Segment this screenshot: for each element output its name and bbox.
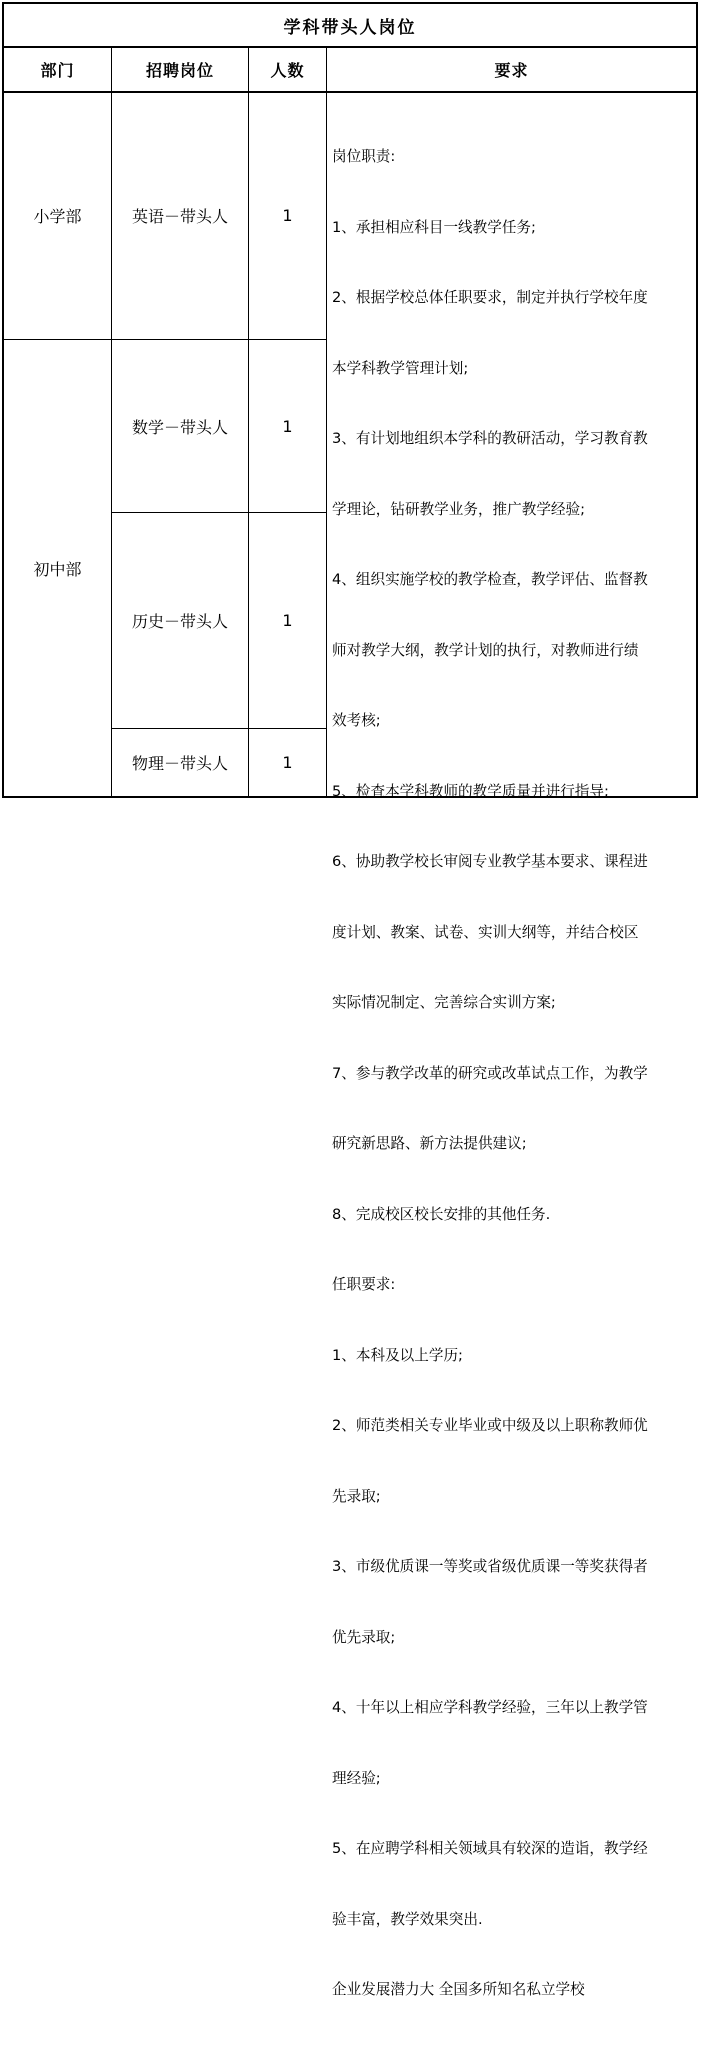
requirement-line: 2、师范类相关专业毕业或中级及以上职称教师优 [332, 1417, 648, 1434]
header-department: 部门 [40, 60, 75, 80]
requirement-line: 3、市级优质课一等奖或省级优质课一等奖获得者 [332, 1558, 648, 1575]
requirement-line: 企业发展潜力大 全国多所知名私立学校 [332, 1981, 585, 1998]
header-count: 人数 [270, 60, 305, 80]
col-divider-3 [326, 46, 327, 798]
requirement-line: 本学科教学管理计划; [332, 359, 469, 377]
count-math: 1 [282, 416, 293, 436]
requirement-line: 6、协助教学校长审阅专业教学基本要求、课程进 [332, 853, 648, 870]
requirement-line: 1、承担相应科目一线教学任务; [332, 218, 536, 236]
requirement-line: 2、根据学校总体任职要求，制定并执行学校年度 [332, 289, 648, 306]
requirement-line: 学理论，钻研教学业务，推广教学经验; [332, 500, 586, 518]
requirement-line: 8、完成校区校长安排的其他任务. [332, 1205, 551, 1223]
position-history: 历史－带头人 [131, 612, 228, 631]
count-english: 1 [282, 206, 293, 225]
requirements-text [332, 98, 692, 2049]
requirement-line: 4、组织实施学校的教学检查，教学评估、监督教 [332, 571, 648, 588]
count-physics: 1 [282, 753, 293, 772]
requirement-line: 研究新思路、新方法提供建议; [332, 1135, 527, 1152]
requirement-line: 5、在应聘学科相关领域具有较深的造诣，教学经 [332, 1840, 648, 1857]
header-position: 招聘岗位 [145, 60, 214, 80]
requirement-line: 7、参与教学改革的研究或改革试点工作，为教学 [332, 1064, 648, 1082]
requirement-line: 验丰富，教学效果突出. [332, 1910, 483, 1928]
requirement-line: 先录取; [332, 1487, 381, 1505]
requirement-line: 4、十年以上相应学科教学经验，三年以上教学管 [332, 1699, 648, 1716]
requirement-line: 师对教学大纲，教学计划的执行，对教师进行绩 [332, 641, 639, 659]
requirement-line: 1、本科及以上学历; [332, 1346, 463, 1364]
requirement-line: 效考核; [332, 712, 381, 729]
requirement-line: 任职要求: [332, 1276, 396, 1293]
requirement-line: 度计划、教案、试卷、实训大纲等，并结合校区 [332, 923, 639, 941]
position-english: 英语－带头人 [131, 207, 228, 226]
requirement-line: 优先录取; [332, 1628, 396, 1646]
department-primary: 小学部 [33, 207, 82, 226]
requirement-line: 理经验; [332, 1769, 381, 1787]
requirement-line: 3、有计划地组织本学科的教研活动，学习教育教 [332, 430, 648, 447]
position-math: 数学－带头人 [131, 417, 228, 437]
count-history: 1 [282, 611, 293, 630]
table-border-right [696, 2, 698, 798]
table-title: 学科带头人岗位 [283, 17, 417, 38]
position-physics: 物理－带头人 [131, 754, 228, 773]
requirement-line: 岗位职责: [332, 148, 396, 165]
requirement-line: 实际情况制定、完善综合实训方案; [332, 994, 556, 1011]
requirement-line: 5、检查本学科教师的教学质量并进行指导; [332, 782, 609, 800]
department-junior-high: 初中部 [33, 559, 82, 579]
header-requirements: 要求 [494, 60, 529, 80]
